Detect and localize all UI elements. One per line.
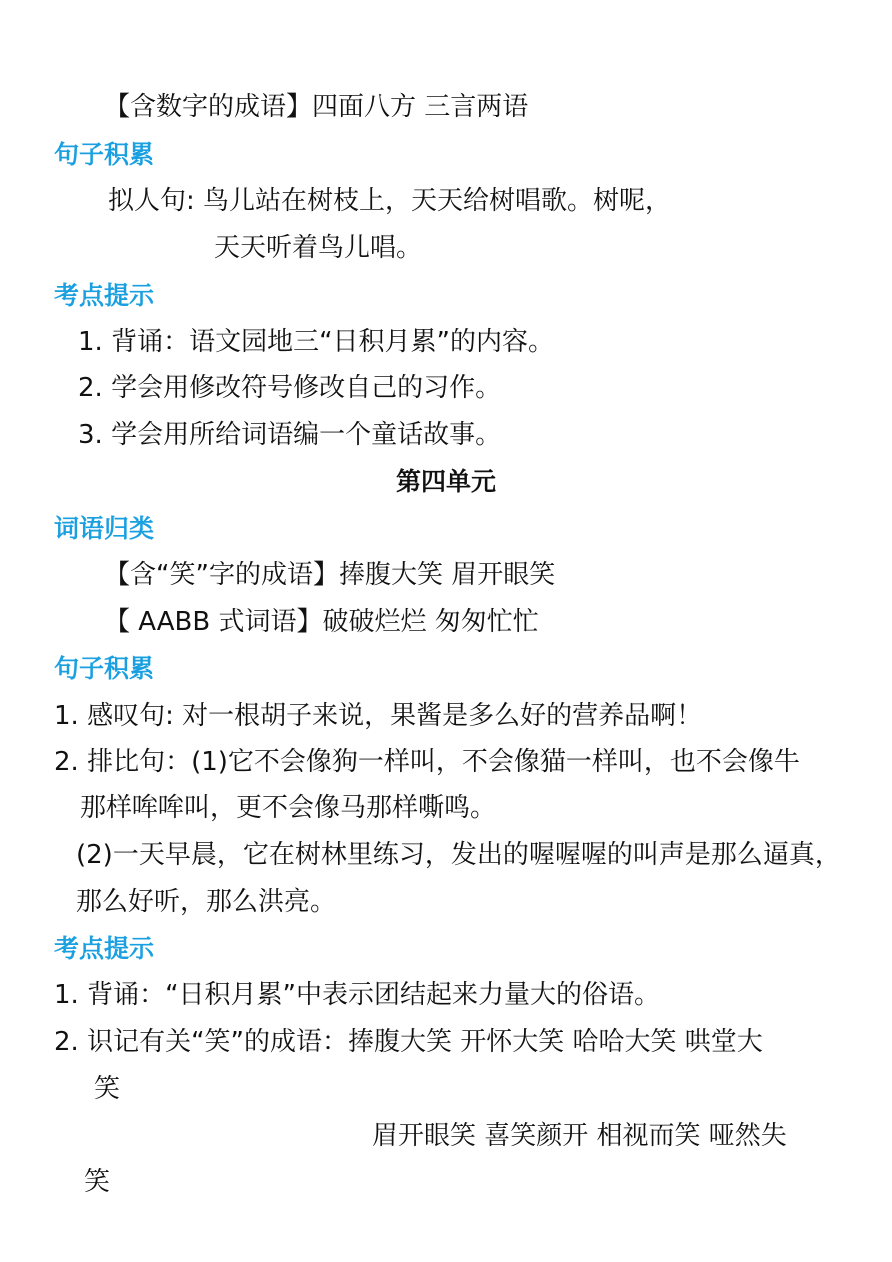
aabb-words-line: 【 AABB 式词语】破破烂烂 匆匆忙忙 [104, 607, 539, 637]
parallel-sentence-line2: 那样哞哞叫，更不会像马那样嘶鸣。 [80, 793, 497, 823]
exam-tip-item: 1. 背诵：“日积月累”中表示团结起来力量大的俗语。 [54, 980, 661, 1010]
sentence-accumulation-heading: 句子积累 [54, 140, 155, 169]
personification-sentence-line1: 拟人句: 鸟儿站在树枝上，天天给树唱歌。树呢， [108, 186, 672, 216]
exam-tips-heading: 考点提示 [54, 934, 155, 963]
parallel-sentence-line1: 2. 排比句：(1)它不会像狗一样叫，不会像猫一样叫，也不会像牛 [54, 747, 800, 777]
exam-tip-item: 2. 识记有关“笑”的成语：捧腹大笑 开怀大笑 哈哈大笑 哄堂大 [54, 1027, 763, 1057]
parallel-sentence-line4: 那么好听，那么洪亮。 [76, 887, 337, 917]
exam-tip-item: 1. 背诵：语文园地三“日积月累”的内容。 [78, 327, 555, 357]
personification-sentence-line2: 天天听着鸟儿唱。 [214, 233, 423, 263]
idiom-numbers-line: 【含数字的成语】四面八方 三言两语 [104, 92, 529, 122]
exam-tips-heading: 考点提示 [54, 281, 155, 310]
exam-tip-item: 2. 学会用修改符号修改自己的习作。 [78, 373, 502, 403]
exam-tip-item-continuation: 笑 [94, 1074, 121, 1104]
unit-four-title: 第四单元 [395, 467, 496, 496]
sentence-accumulation-heading: 句子积累 [54, 654, 155, 683]
exam-tip-item-continuation: 眉开眼笑 喜笑颜开 相视而笑 哑然失 [372, 1121, 787, 1151]
exam-tip-item-continuation: 笑 [84, 1167, 111, 1197]
exam-tip-item: 3. 学会用所给词语编一个童话故事。 [78, 420, 502, 450]
word-classification-heading: 词语归类 [54, 514, 155, 543]
parallel-sentence-line3: (2)一天早晨，它在树林里练习，发出的喔喔喔的叫声是那么逼真， [76, 840, 841, 870]
exclamation-sentence: 1. 感叹句: 对一根胡子来说，果酱是多么好的营养品啊！ [54, 701, 703, 731]
idiom-laugh-line: 【含“笑”字的成语】捧腹大笑 眉开眼笑 [104, 560, 556, 590]
